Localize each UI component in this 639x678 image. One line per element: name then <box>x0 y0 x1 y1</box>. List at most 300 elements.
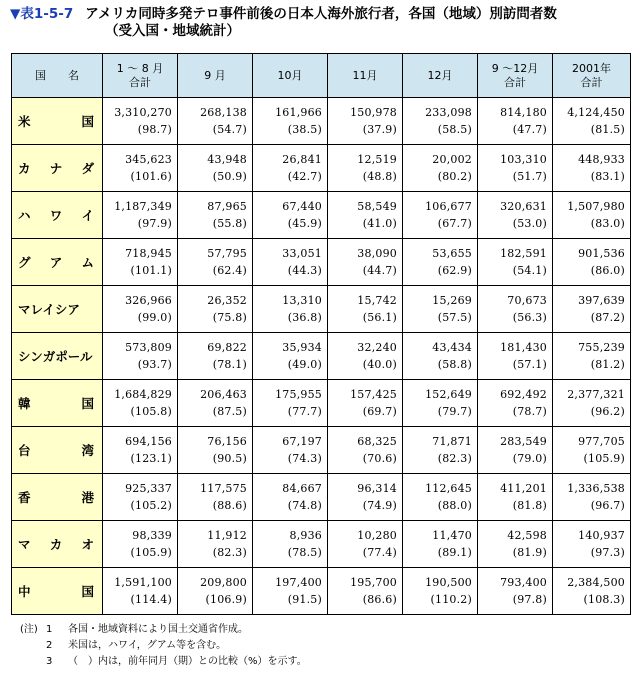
value-cell <box>553 239 631 286</box>
visitor-count: 69,822 <box>207 341 247 354</box>
yoy-ratio: (78.5) <box>287 546 322 559</box>
column-header-label: 11月 <box>352 68 378 82</box>
value-cell <box>553 333 631 380</box>
value-cell <box>553 286 631 333</box>
yoy-ratio: (57.1) <box>512 358 547 371</box>
column-header <box>178 54 253 98</box>
visitor-count: 67,197 <box>282 435 322 448</box>
value-cell <box>103 98 178 145</box>
visitor-count: 43,948 <box>207 153 247 166</box>
row-name-text: マ <box>18 537 31 552</box>
visitor-count: 87,965 <box>207 200 247 213</box>
footnote-number: 3 <box>46 656 53 667</box>
table-row <box>12 98 631 145</box>
yoy-ratio: (91.5) <box>287 593 322 606</box>
table-row <box>12 380 631 427</box>
row-name-cell <box>12 474 103 521</box>
yoy-ratio: (50.9) <box>212 170 247 183</box>
visitor-count: 2,377,321 <box>567 388 625 401</box>
visitor-count: 175,955 <box>275 388 322 401</box>
value-cell <box>478 521 553 568</box>
visitor-count: 573,809 <box>125 341 172 354</box>
value-cell <box>253 98 328 145</box>
visitor-count: 8,936 <box>289 529 322 542</box>
yoy-ratio: (80.2) <box>437 170 472 183</box>
footnote-2 <box>20 638 307 654</box>
visitor-count: 140,937 <box>578 529 625 542</box>
column-header-label: 合計 <box>129 75 151 89</box>
column-header-label: 10月 <box>277 68 303 82</box>
value-cell <box>403 98 478 145</box>
title-subtitle: （受入国・地域統計） <box>105 23 240 39</box>
value-cell <box>553 380 631 427</box>
yoy-ratio: (93.7) <box>137 358 172 371</box>
row-name-text: ダ <box>81 161 94 176</box>
value-cell <box>103 380 178 427</box>
yoy-ratio: (44.3) <box>287 264 322 277</box>
visitor-count: 32,240 <box>357 341 397 354</box>
value-cell <box>103 474 178 521</box>
column-header-label: 合計 <box>504 75 526 89</box>
yoy-ratio: (88.0) <box>437 499 472 512</box>
visitor-count: 84,667 <box>282 482 322 495</box>
column-header-label: 12月 <box>427 68 453 82</box>
yoy-ratio: (67.7) <box>437 217 472 230</box>
yoy-ratio: (106.9) <box>205 593 247 606</box>
row-name-text: 米 <box>18 114 31 129</box>
column-header-label: 9 月 <box>204 68 226 82</box>
column-header <box>253 54 328 98</box>
value-cell <box>178 286 253 333</box>
value-cell <box>328 427 403 474</box>
row-name-cell <box>12 521 103 568</box>
value-cell <box>478 380 553 427</box>
yoy-ratio: (78.7) <box>512 405 547 418</box>
row-name-text: 湾 <box>81 443 94 458</box>
yoy-ratio: (41.0) <box>362 217 397 230</box>
title-main: アメリカ同時多発テロ事件前後の日本人海外旅行者，各国（地域）別訪問者数 <box>85 6 557 22</box>
visitor-count: 12,519 <box>357 153 397 166</box>
yoy-ratio: (47.7) <box>512 123 547 136</box>
visitor-count: 33,051 <box>282 247 322 260</box>
header-row <box>12 54 631 98</box>
visitor-count: 161,966 <box>275 106 322 119</box>
yoy-ratio: (86.0) <box>590 264 625 277</box>
row-name-cell <box>12 192 103 239</box>
yoy-ratio: (79.7) <box>437 405 472 418</box>
value-cell <box>178 239 253 286</box>
row-name-text: ハ <box>18 208 31 223</box>
yoy-ratio: (97.3) <box>590 546 625 559</box>
visitor-count: 448,933 <box>578 153 625 166</box>
row-name-text: 国 <box>81 396 94 411</box>
value-cell <box>478 427 553 474</box>
visitor-count: 195,700 <box>350 576 397 589</box>
column-header-label: 国 名 <box>35 68 79 82</box>
visitor-count: 38,090 <box>357 247 397 260</box>
yoy-ratio: (53.0) <box>512 217 547 230</box>
table-row <box>12 474 631 521</box>
column-header-label: 2001年 <box>572 61 611 75</box>
value-cell <box>253 192 328 239</box>
yoy-ratio: (56.1) <box>362 311 397 324</box>
visitor-count: 1,507,980 <box>567 200 625 213</box>
value-cell <box>328 286 403 333</box>
value-cell <box>328 192 403 239</box>
row-name-text: カ <box>18 161 31 176</box>
table-title <box>10 6 632 40</box>
value-cell <box>403 474 478 521</box>
value-cell <box>478 568 553 615</box>
yoy-ratio: (82.3) <box>212 546 247 559</box>
yoy-ratio: (54.1) <box>512 264 547 277</box>
yoy-ratio: (74.9) <box>362 499 397 512</box>
row-name-text: ム <box>81 255 94 270</box>
value-cell <box>328 333 403 380</box>
value-cell <box>103 286 178 333</box>
visitor-count: 1,591,100 <box>114 576 172 589</box>
visitor-count: 190,500 <box>425 576 472 589</box>
value-cell <box>328 474 403 521</box>
row-name-text: グ <box>18 255 31 270</box>
visitor-count: 13,310 <box>282 294 322 307</box>
value-cell <box>253 568 328 615</box>
value-cell <box>328 380 403 427</box>
value-cell <box>553 521 631 568</box>
row-name-text: ナ <box>49 161 63 176</box>
yoy-ratio: (81.2) <box>590 358 625 371</box>
visitor-count: 112,645 <box>425 482 472 495</box>
visitor-count: 397,639 <box>578 294 625 307</box>
value-cell <box>328 145 403 192</box>
value-cell <box>478 192 553 239</box>
table-row <box>12 333 631 380</box>
visitor-count: 182,591 <box>500 247 547 260</box>
value-cell <box>553 427 631 474</box>
value-cell <box>403 286 478 333</box>
yoy-ratio: (101.6) <box>130 170 172 183</box>
visitor-count: 977,705 <box>578 435 625 448</box>
visitor-count: 53,655 <box>432 247 472 260</box>
yoy-ratio: (56.3) <box>512 311 547 324</box>
visitor-count: 35,934 <box>282 341 322 354</box>
column-header <box>103 54 178 98</box>
value-cell <box>253 427 328 474</box>
table-body <box>12 98 631 615</box>
yoy-ratio: (36.8) <box>287 311 322 324</box>
visitor-count: 718,945 <box>125 247 172 260</box>
value-cell <box>478 239 553 286</box>
yoy-ratio: (62.4) <box>212 264 247 277</box>
yoy-ratio: (44.7) <box>362 264 397 277</box>
row-name-cell <box>12 286 103 333</box>
yoy-ratio: (48.8) <box>362 170 397 183</box>
visitor-count: 4,124,450 <box>567 106 625 119</box>
visitor-count: 793,400 <box>500 576 547 589</box>
table-row <box>12 521 631 568</box>
footnote-number: 1 <box>46 624 53 635</box>
value-cell <box>178 192 253 239</box>
value-cell <box>178 568 253 615</box>
yoy-ratio: (86.6) <box>362 593 397 606</box>
value-cell <box>328 568 403 615</box>
footnote-text: （ ）内は，前年同月（期）との比較（%）を示す。 <box>68 656 307 667</box>
value-cell <box>103 568 178 615</box>
value-cell <box>478 333 553 380</box>
row-name-text: イ <box>81 208 94 223</box>
visitor-count: 15,742 <box>357 294 397 307</box>
column-header-label: 1 ～ 8 月 <box>116 61 164 75</box>
visitor-count: 42,598 <box>507 529 547 542</box>
visitor-count: 814,180 <box>500 106 547 119</box>
row-name-text: 台 <box>18 443 31 458</box>
yoy-ratio: (96.2) <box>590 405 625 418</box>
value-cell <box>553 98 631 145</box>
row-name-text: 香 <box>18 490 31 505</box>
value-cell <box>328 98 403 145</box>
value-cell <box>178 474 253 521</box>
value-cell <box>253 380 328 427</box>
yoy-ratio: (105.9) <box>583 452 625 465</box>
table-row <box>12 239 631 286</box>
visitor-count: 320,631 <box>500 200 547 213</box>
value-cell <box>403 427 478 474</box>
value-cell <box>103 427 178 474</box>
value-cell <box>178 98 253 145</box>
value-cell <box>253 333 328 380</box>
visitor-count: 26,352 <box>207 294 247 307</box>
visitor-table <box>11 53 631 615</box>
yoy-ratio: (83.0) <box>590 217 625 230</box>
visitor-count: 755,239 <box>578 341 625 354</box>
value-cell <box>478 474 553 521</box>
value-cell <box>328 239 403 286</box>
visitor-count: 411,201 <box>500 482 547 495</box>
visitor-count: 71,871 <box>432 435 472 448</box>
visitor-count: 197,400 <box>275 576 322 589</box>
value-cell <box>553 145 631 192</box>
column-header-name <box>12 54 103 98</box>
visitor-count: 11,912 <box>207 529 247 542</box>
visitor-count: 106,677 <box>425 200 472 213</box>
row-name-cell <box>12 98 103 145</box>
visitor-count: 233,098 <box>425 106 472 119</box>
yoy-ratio: (82.3) <box>437 452 472 465</box>
value-cell <box>103 333 178 380</box>
yoy-ratio: (81.9) <box>512 546 547 559</box>
visitor-count: 209,800 <box>200 576 247 589</box>
yoy-ratio: (77.4) <box>362 546 397 559</box>
yoy-ratio: (70.6) <box>362 452 397 465</box>
yoy-ratio: (38.5) <box>287 123 322 136</box>
visitor-count: 692,492 <box>500 388 547 401</box>
value-cell <box>178 145 253 192</box>
visitor-count: 901,536 <box>578 247 625 260</box>
yoy-ratio: (79.0) <box>512 452 547 465</box>
value-cell <box>253 521 328 568</box>
value-cell <box>553 474 631 521</box>
yoy-ratio: (55.8) <box>212 217 247 230</box>
row-name-text: シンガポール <box>18 349 93 364</box>
footnote-lead: (注) <box>20 624 38 635</box>
yoy-ratio: (83.1) <box>590 170 625 183</box>
yoy-ratio: (97.9) <box>137 217 172 230</box>
row-name-cell <box>12 145 103 192</box>
footnote-text: 各国・地域資料により国土交通省作成。 <box>68 624 248 635</box>
value-cell <box>103 521 178 568</box>
yoy-ratio: (81.5) <box>590 123 625 136</box>
yoy-ratio: (40.0) <box>362 358 397 371</box>
value-cell <box>478 145 553 192</box>
yoy-ratio: (114.4) <box>130 593 172 606</box>
value-cell <box>403 380 478 427</box>
yoy-ratio: (81.8) <box>512 499 547 512</box>
value-cell <box>253 474 328 521</box>
column-header <box>403 54 478 98</box>
visitor-count: 67,440 <box>282 200 322 213</box>
visitor-count: 694,156 <box>125 435 172 448</box>
yoy-ratio: (99.0) <box>137 311 172 324</box>
value-cell <box>478 98 553 145</box>
row-name-cell <box>12 568 103 615</box>
value-cell <box>253 145 328 192</box>
yoy-ratio: (49.0) <box>287 358 322 371</box>
visitor-count: 11,470 <box>432 529 472 542</box>
row-name-cell <box>12 380 103 427</box>
value-cell <box>478 286 553 333</box>
yoy-ratio: (78.1) <box>212 358 247 371</box>
visitor-count: 43,434 <box>432 341 472 354</box>
visitor-count: 345,623 <box>125 153 172 166</box>
visitor-count: 2,384,500 <box>567 576 625 589</box>
value-cell <box>553 568 631 615</box>
row-name-text: オ <box>81 537 94 552</box>
value-cell <box>403 145 478 192</box>
table-row <box>12 427 631 474</box>
yoy-ratio: (105.8) <box>130 405 172 418</box>
yoy-ratio: (37.9) <box>362 123 397 136</box>
visitor-count: 268,138 <box>200 106 247 119</box>
table-number: ▼表1-5-7 <box>10 6 74 22</box>
value-cell <box>103 192 178 239</box>
visitor-count: 283,549 <box>500 435 547 448</box>
table-row <box>12 286 631 333</box>
yoy-ratio: (90.5) <box>212 452 247 465</box>
value-cell <box>103 239 178 286</box>
yoy-ratio: (51.7) <box>512 170 547 183</box>
row-name-text: 国 <box>81 584 94 599</box>
visitor-count: 57,795 <box>207 247 247 260</box>
yoy-ratio: (57.5) <box>437 311 472 324</box>
yoy-ratio: (108.3) <box>583 593 625 606</box>
column-header <box>553 54 631 98</box>
row-name-text: 港 <box>81 490 94 505</box>
value-cell <box>178 333 253 380</box>
value-cell <box>403 521 478 568</box>
footnotes <box>20 622 307 670</box>
value-cell <box>403 239 478 286</box>
visitor-count: 10,280 <box>357 529 397 542</box>
visitor-count: 96,314 <box>357 482 397 495</box>
yoy-ratio: (98.7) <box>137 123 172 136</box>
visitor-count: 157,425 <box>350 388 397 401</box>
yoy-ratio: (123.1) <box>130 452 172 465</box>
value-cell <box>403 192 478 239</box>
yoy-ratio: (87.5) <box>212 405 247 418</box>
yoy-ratio: (77.7) <box>287 405 322 418</box>
table-row <box>12 192 631 239</box>
visitor-count: 68,325 <box>357 435 397 448</box>
yoy-ratio: (89.1) <box>437 546 472 559</box>
row-name-cell <box>12 333 103 380</box>
row-name-cell <box>12 427 103 474</box>
yoy-ratio: (110.2) <box>430 593 472 606</box>
yoy-ratio: (69.7) <box>362 405 397 418</box>
yoy-ratio: (87.2) <box>590 311 625 324</box>
row-name-text: ワ <box>49 208 63 223</box>
value-cell <box>103 145 178 192</box>
yoy-ratio: (105.2) <box>130 499 172 512</box>
visitor-count: 70,673 <box>507 294 547 307</box>
value-cell <box>178 521 253 568</box>
yoy-ratio: (105.9) <box>130 546 172 559</box>
yoy-ratio: (97.8) <box>512 593 547 606</box>
value-cell <box>178 427 253 474</box>
table-row <box>12 568 631 615</box>
visitor-count: 181,430 <box>500 341 547 354</box>
row-name-text: マレイシア <box>18 302 80 317</box>
yoy-ratio: (101.1) <box>130 264 172 277</box>
value-cell <box>253 239 328 286</box>
yoy-ratio: (74.8) <box>287 499 322 512</box>
row-name-text: 国 <box>81 114 94 129</box>
visitor-count: 326,966 <box>125 294 172 307</box>
column-header <box>478 54 553 98</box>
visitor-count: 20,002 <box>432 153 472 166</box>
visitor-count: 925,337 <box>125 482 172 495</box>
value-cell <box>403 568 478 615</box>
row-name-text: 韓 <box>18 396 31 411</box>
yoy-ratio: (54.7) <box>212 123 247 136</box>
visitor-count: 1,684,829 <box>114 388 172 401</box>
row-name-cell <box>12 239 103 286</box>
visitor-count: 26,841 <box>282 153 322 166</box>
yoy-ratio: (74.3) <box>287 452 322 465</box>
visitor-count: 150,978 <box>350 106 397 119</box>
footnote-text: 米国は，ハワイ，グアム等を含む。 <box>68 640 227 651</box>
value-cell <box>178 380 253 427</box>
value-cell <box>328 521 403 568</box>
footnote-1 <box>20 622 307 638</box>
yoy-ratio: (75.8) <box>212 311 247 324</box>
column-header-label: 9 ～12月 <box>491 61 539 75</box>
yoy-ratio: (58.5) <box>437 123 472 136</box>
visitor-count: 152,649 <box>425 388 472 401</box>
yoy-ratio: (45.9) <box>287 217 322 230</box>
visitor-count: 1,187,349 <box>114 200 172 213</box>
visitor-count: 117,575 <box>200 482 247 495</box>
footnote-3 <box>20 654 307 670</box>
column-header-label: 合計 <box>580 75 603 89</box>
visitor-count: 206,463 <box>200 388 247 401</box>
row-name-text: カ <box>49 537 63 552</box>
visitor-count: 58,549 <box>357 200 397 213</box>
yoy-ratio: (88.6) <box>212 499 247 512</box>
footnote-number: 2 <box>46 640 53 651</box>
visitor-count: 103,310 <box>500 153 547 166</box>
visitor-count: 1,336,538 <box>567 482 625 495</box>
yoy-ratio: (62.9) <box>437 264 472 277</box>
